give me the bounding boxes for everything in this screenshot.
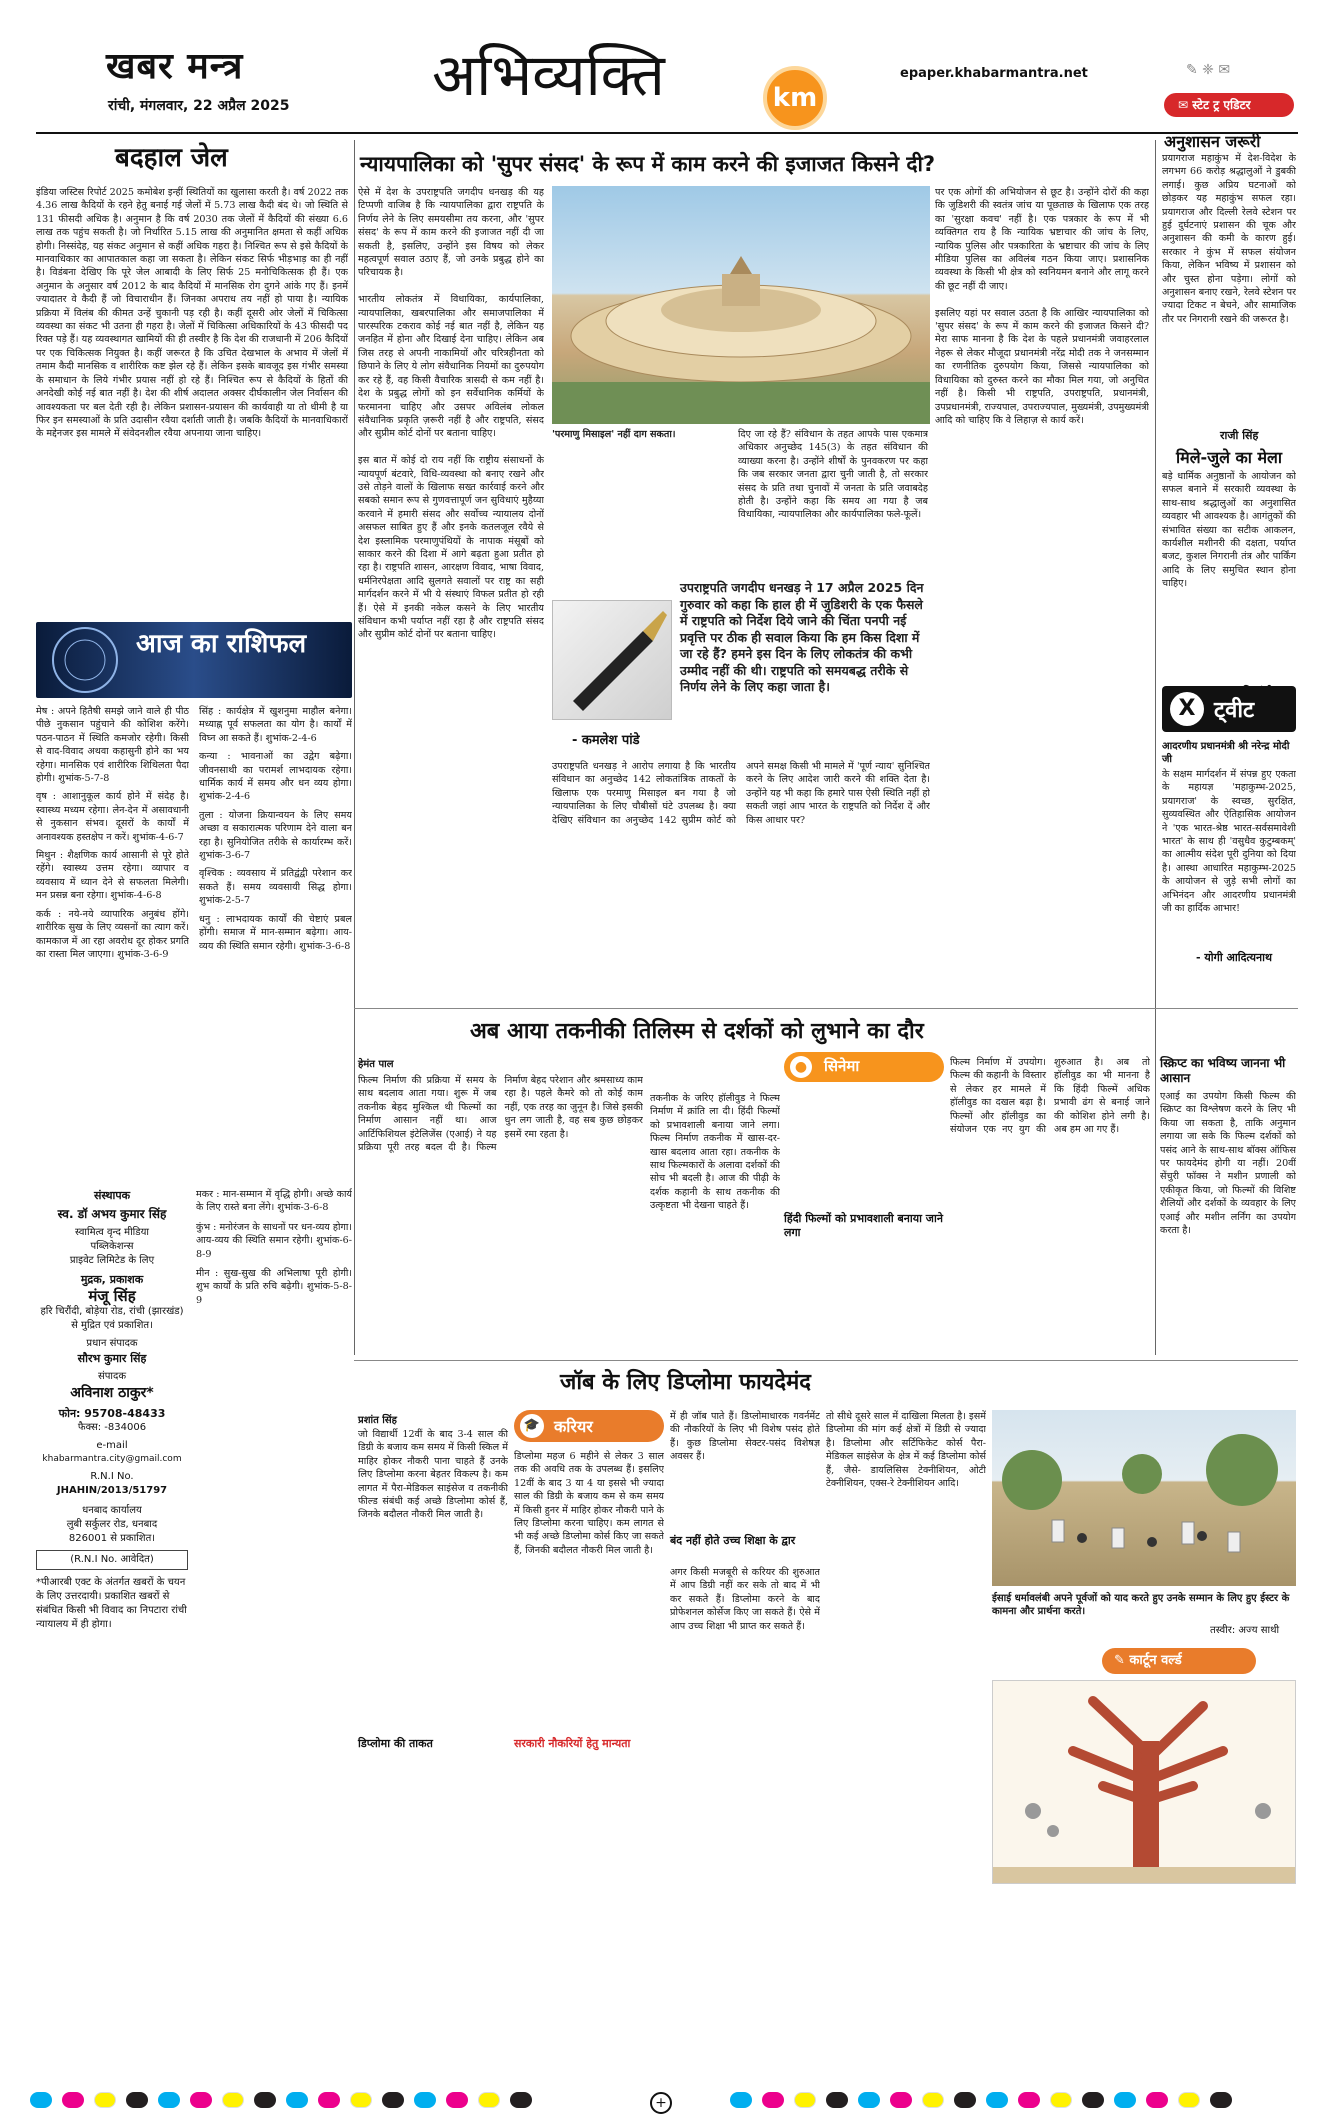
main-article-col2: दिए जा रहे हैं? संविधान के तहत आपके पास एकमात्र अधिकार अनुच्छेद 145(3) के तहत संविधान की व्याख्या करना है। उन्होंने शीर्षों के पुनवकरण पर कहा कि जब सरकार जनता द्वारा चुनी जाती है, तो सरकार संसद के प्रति तथा चुनावों में जनता के प्रति जवाबदेह होती है। उन्होंने कहा कि समय आ गया है जब विधायिका, न्यायपालिका और कार्यपालिका फले-फूलें। (738, 429, 928, 521)
career-body-1: जो विद्यार्थी 12वीं के बाद 3-4 साल की डिग्री के बजाय कम समय में किसी स्किल में माहिर होकर नौकरी पाना चाहते हैं उनके लिए डिप्लोमा करना बेहतर विकल्प है। कम लागत में पैरा-मेडिकल साइंसेज व तकनीकी फील्ड संबंधी कई अच्छे डिप्लोमा कोर्स हैं, जिनके बदौलत नौकरी मिल जाती है। (358, 1429, 508, 1521)
registration-dot (1018, 2092, 1040, 2108)
x-logo-icon: X (1170, 692, 1204, 726)
easter-photo (992, 1410, 1296, 1586)
registration-dot (254, 2092, 276, 2108)
rashifal-item: वृष : आशानुकूल कार्य होने में संदेह है। स्वास्थ्य मध्यम रहेगा। लेन-देन में असावधानी से नुकसान संभव। दूसरों के कार्यों में अनावश्यक हस्तक्षेप न करें। शुभांक-4-6-7 (36, 791, 189, 843)
rashifal-item: सिंह : कार्यक्षेत्र में खुशनुमा माहौल बनेगा। मध्याह्न पूर्व सफलता का योग है। कार्यों में विघ्न आ सकते हैं। शुभांक-2-4-6 (199, 706, 352, 744)
registration-dot (986, 2092, 1008, 2108)
registration-dot (1082, 2092, 1104, 2108)
imprint-line: धनबाद कार्यालय (82, 1505, 142, 1516)
main-article-col1: ऐसे में देश के उपराष्ट्रपति जगदीप धनखड़ की यह टिप्पणी वाजिब है कि न्यायपालिका द्वारा राष्ट्रपति के निर्णय लेने के लिए समयसीमा तय करना, और 'सुपर संसद' के रूप में काम करने की इजाजत नहीं दी जा सकती है, इसलिए, उन्होंने इस विषय को लेकर महत्वपूर्ण सवाल उठाए हैं, जो उनके प्रबुद्ध होने का परिचायक है। भारतीय लोकतंत्र में विधायिका, कार्यपालिका, न्यायपालिका, खबरपालिका और समाजपालिका में पारस्परिक टकराव कोई नई बात नहीं है, लेकिन यह जनहित में होना और दिखाई देना चाहिए। लेकिन अब जिस तरह से अपनी नाकामियों और चरित्रहीनता को छिपाने के लिए ये लोग संवैधानिक नियमों का दुरुपयोग कर रहे हैं, वह किसी वैचारिक त्रासदी से कम नहीं है। देश के प्रबुद्ध लोगों को इन सर्वेधानिक कर्मियों के फरमानना चाहिए और उसपर अविलंब लोकल संवैधानिक प्रकृति ज़रूरी नहीं है और राष्ट्रपति, संसद और सुप्रीम कोर्ट दोनों पर बताना चाहिए। इस बात में कोई दो राय नहीं कि राष्ट्रीय संसाधनों के न्यायपूर्ण बंटवारे, विधि-व्यवस्था को बनाए रखने और उसे तोड़ने वालों के खिलाफ सख्त कार्रवाई करने और सबको समान रूप से गुणवत्तापूर्ण जन सुविधाएं मुहैय्या करवाने में हमारी संसद और सर्वोच्च न्यायालय दोनों असफल साबित हुए हैं और इनके कतलजूल रवैये से देश इस्लामिक परमाणुपंथियों के नापाक मंसूबों को साकार करने की दिशा में आगे बढ़ता हुआ प्रतीत हो रहा है। राष्ट्रपति शासन, आरक्षण विवाद, भाषा विवाद, धर्मनिरपेक्षता आदि सुलगते सवालों पर राष्ट्र का सही मार्गदर्शन करने में भी ये संस्थाएं विफल प्रतीत हो रही हैं। ऐसे में इनकी नकेल कसने के लिए भारतीय संविधान कभी पर्याप्त नहीं रहा है और राष्ट्रपति संसद और सुप्रीम कोर्ट दोनों पर बताना चाहिए। (358, 187, 544, 641)
cartoon-image (992, 1680, 1296, 1884)
col-divider (354, 140, 355, 1355)
registration-dot (858, 2092, 880, 2108)
rashifal-item: मीन : सुख-सुख की अभिलाषा पूरी होगी। शुभ कार्यों के प्रति रुचि बढ़ेगी। शुभांक-5-8-9 (196, 1268, 352, 1306)
tweet-body: के सक्षम मार्गदर्शन में संपन्न हुए एकता के महायज्ञ 'महाकुम्भ-2025, प्रयागराज' के स्वच्छ, सुरक्षित, सुव्यवस्थित और ऐतिहासिक आयोजन ने 'एक भारत-श्रेष्ठ भारत-सर्वसमावेशी भारत' के साथ ही 'वसुधैव कुटुम्बकम्' का आत्मीय संदेश पूरी दुनिया को दिया है। आस्था आधारित महाकुम्भ-2025 के आयोजन से जुड़े सभी लोगों का अभिनंदन और आदरणीय प्रधानमंत्री जी का हार्दिक आभार! (1162, 769, 1296, 915)
rashifal-item: कुंभ : मनोरंजन के साधनों पर धन-व्यय होगा। आय-व्यय की स्थिति समान रहेगी। शुभांक-6-8-9 (196, 1221, 352, 1260)
career-body-5: तो सीधे दूसरे साल में दाखिला मिलता है। इसमें डिप्लोमा की मांग कई क्षेत्रों में डिग्री से ज्यादा है। डिप्लोमा और सर्टिफिकेट कोर्स पैरा-मेडिकल साइंसेज के क्षेत्र में कई डिप्लोमा कोर्स हैं, जैसे- डायलिसिस टेक्नीशियन, ओटी टेक्नीशियन, एक्स-रे टेक्नीशियन आदि। (826, 1411, 986, 1490)
career-subhead-3: बंद नहीं होते उच्च शिक्षा के द्वार (670, 1534, 796, 1547)
sidebar-body: प्रयागराज महाकुंभ में देश-विदेश के लगभग 66 करोड़ श्रद्धालुओं ने डुबकी लगाई। कुछ अप्रिय घटनाओं को छोड़कर यह महाकुंभ सफल रहा। प्रयागराज और दिल्ली रेलवे स्टेशन पर हुई दुर्घटनाएं प्रशासन की चूक और अनुशासन की कमी के कारण हुई। सरकार ने कुंभ में सफल संयोजन किया, लेकिन भविष्य में प्रशासन को और चुस्त होना पड़ेगा। लोगों को अनुशासन बनाए रखने, रेलवे स्टेशन पर ज्यादा टिकट न बेचने, और सामाजिक तौर पर निगरानी रखने की जरूरत है। (1162, 153, 1296, 325)
career-body-4: अगर किसी मजबूरी से करियर की शुरुआत में आप डिग्री नहीं कर सके तो बाद में भी कर सकते हैं। डिप्लोमा करने के बाद प्रोफेशनल कोर्सेज किए जा सकते हैं। ऐसे में आप उच्च शिक्षा भी प्राप्त कर सकते हैं। (670, 1567, 820, 1632)
registration-dot (1210, 2092, 1232, 2108)
parliament-illustration (552, 186, 930, 424)
epaper-url[interactable]: epaper.khabarmantra.net (900, 66, 1088, 81)
cinema-body-3: फिल्म निर्माण में उपयोग। फिल्म की कहानी के विस्तार से लेकर हर मामले में हॉलीवुड का दखल बढ़ा है। फिल्मों और हॉलीवुड का संयोजन एक नए युग की शुरुआत है। अब तो हॉलीवुड का भी मानना है कि हिंदी फिल्में अधिक प्रभावी ढंग से बनाई जाने की कोशिश होने लगी है। अब हम आ गए हैं। (950, 1057, 1150, 1136)
registration-dot (446, 2092, 468, 2108)
registration-dot (158, 2092, 180, 2108)
career-byline: प्रशांत सिंह (358, 1415, 397, 1426)
imprint-line: फैक्स: -834006 (77, 1422, 147, 1433)
registration-dot (1050, 2092, 1072, 2108)
page-title: अभिव्यक्ति (432, 41, 665, 109)
tree-cartoon-illustration (993, 1681, 1296, 1884)
sidebar-body-2: बड़े धार्मिक अनुष्ठानों के आयोजन को सफल बनाने में सरकारी व्यवस्था के साथ-साथ श्रद्धालुओं का अनुशासित व्यवहार भी आवश्यक है। आगंतुकों की संभावित संख्या का सटीक आकलन, कार्यशील मशीनरी की दक्षता, पर्याप्त बजट, कुशल निगरानी तंत्र और पार्किंग आदि के लिए समुचित स्थान होना चाहिए। (1162, 471, 1296, 590)
imprint-email[interactable]: khabarmantra.city@gmail.com (42, 1454, 182, 1464)
registration-dot (954, 2092, 976, 2108)
registration-dot (350, 2092, 372, 2108)
main-headline: न्यायपालिका को 'सुपर संसद' के रूप में काम करने की इजाजत किसने दी? (360, 152, 936, 176)
mail-icon: ✉ (1178, 98, 1193, 112)
col-divider (1155, 140, 1156, 1355)
rashifal-item: धनु : लाभदायक कार्यों की चेष्टाएं प्रबल होंगी। समाज में मान-सम्मान बढ़ेगा। आय-व्यय की स्थिति समान रहेगी। शुभांक-3-6-8 (199, 913, 352, 952)
registration-dot (890, 2092, 912, 2108)
rashifal-title: आज का राशिफल (136, 629, 307, 659)
imprint-line: संपादक (97, 1371, 127, 1382)
photo-caption: 'परमाणु मिसाइल' नहीं दाग सकता। (552, 429, 676, 440)
career-body-2: डिप्लोमा महज 6 महीने से लेकर 3 साल तक की अवधि तक के उपलब्ध हैं। इसलिए 12वीं के बाद 3 या 4 या इससे भी ज्यादा साल की डिग्री के बजाय कम से कम समय में किसी हुनर में माहिर होकर नौकरी पाने के लिए डिप्लोमा करना चाहिए। कम लागत से भी कई अच्छे डिप्लोमा कोर्स किए जा सकते हैं, जिनकी बदौलत नौकरी मिल जाती है। (514, 1451, 664, 1556)
career-subhead-1: डिप्लोमा की ताकत (358, 1737, 433, 1750)
registration-dot (826, 2092, 848, 2108)
imprint-line: फोन: 95708-48433 (58, 1407, 166, 1420)
editorial-body: इंडिया जस्टिस रिपोर्ट 2025 कमोबेश इन्हीं स्थितियों का खुलासा करती है। वर्ष 2022 तक 4.36 लाख कैदियों के रहने हेतु बनाई गई जेलों में 5.73 लाख कैदी बंद थे। जो स्थिति से 131 फीसदी अधिक है। अनुमान है कि वर्ष 2030 तक जेलों में कैदियों की संख्या 6.6 लाख तक पहुंच सकती है। जो निर्धारित 5.15 लाख की अनुमानित क्षमता से कहीं अधिक होगी। निस्संदेह, यह संकट अनुमान से कहीं अधिक गहरा है। निश्चित रूप से इसे कैदियों के मानवाधिकार का आपातकाल कहा जा सकता है। लेकिन संकट सिर्फ भीड़भाड़ का ही नहीं है। विडंबना देखिए कि पूरे जेल आबादी के लिए सिर्फ 25 मनोचिकित्सक ही हैं। एक अनुमान के अनुसार वर्ष 2012 के बाद कैदियों में मानसिक रोग दुगने आंके गए हैं। इनमें ज्यादातर वे कैदी हैं जो विचाराधीन हैं। जिनका अपराध तय नहीं हो पाया है। न्यायिक प्रक्रिया में विलंब की कीमत उन्हें चुकानी पड़ रही है। कहीं दूसरी ओर जेलों में चिकित्सा व्यवस्था का संकट भी उतना ही गहरा है। जेलों में चिकित्सा अधिकारियों के 43 फीसदी पद रिक्त पड़े हैं। यह व्यवस्थागत खामियों की ही तस्वीर है कि देश की राजधानी में 206 कैदियों पर एक चिकित्सक नियुक्त है। कहीं जरूरत है कि उचित देखभाल के अभाव में जेलों में तमाम कैदी मानसिक व शारीरिक कष्ट झेल रहे हैं। लेकिन इसके बावजूद इस गंभीर समस्या के समाधान के लिये गंभीर प्रयास नहीं हो रहे हैं। निश्चित रूप से कैदियों के हितों की अनदेखी कोई नई बात नहीं है। देश की शीर्ष अदालत अक्सर दीर्घकालीन जेल निर्वासन की आवश्यकता पर बल देती रही है। लेकिन प्रशासन-प्रयासन की कार्यवाही या तो धीमी है या फिर इन समस्याओं के प्रति उदासीन रवैया दर्शाती जाती है। जबकि कैदियों के मानवाधिकारों के मद्देनजर इस मामले में संवेदनशील रवैया अपनाया जाना चाहिए। (36, 187, 348, 440)
registration-dot (318, 2092, 340, 2108)
cinema-subhead-2: स्क्रिप्ट का भविष्य जानना भी आसान (1160, 1056, 1286, 1085)
imprint-founder: स्व. डॉ अभय कुमार सिंह (57, 1207, 167, 1221)
sidebar-heading-2: मिले-जुले का मेला (1176, 448, 1283, 467)
km-logo (763, 66, 827, 130)
rashifal-banner (36, 622, 352, 698)
career-body-3: में ही जॉब पाते हैं। डिप्लोमाधारक गवर्नमेंट की नौकरियों के लिए भी विशेष पसंद होते हैं। कुछ डिप्लोमा सेक्टर-पसंद विशेषज्ञ अवसर हैं। (670, 1411, 820, 1463)
cinema-headline: अब आया तकनीकी तिलिस्म से दर्शकों को लुभाने का दौर (470, 1019, 924, 1044)
registration-dot (510, 2092, 532, 2108)
state-editor-tag (1164, 93, 1294, 117)
imprint-line: मंजू सिंह (88, 1287, 136, 1305)
registration-dot (222, 2092, 244, 2108)
registration-dot (126, 2092, 148, 2108)
imprint-line: स्वामित्व वृन्द मीडिया (74, 1227, 150, 1238)
pencil-icon: ✎ (1114, 1653, 1130, 1668)
cinema-body-4: एआई का उपयोग किसी फिल्म की स्क्रिप्ट का विश्लेषण करने के लिए भी किया जा सकता है, ताकि अनुमान लगाया जा सके कि फिल्म दर्शकों को पसंद आने के साथ-साथ बॉक्स ऑफिस पर फायदेमंद होगी या नहीं। 20वीं सेंचुरी फॉक्स ने मशीन प्रणाली को एकीकृत किया, जो फिल्मों की विशिष्ट शैलियों और दर्शकों के व्यवहार के लिए एआई और मशीन लर्निंग का उपयोग करता है। (1160, 1091, 1296, 1237)
film-reel-icon: ● (790, 1056, 812, 1078)
imprint-line: JHAHIN/2013/51797 (56, 1485, 168, 1496)
imprint-line: अविनाश ठाकुर* (70, 1385, 154, 1401)
masthead (0, 0, 1324, 135)
parliament-photo (552, 186, 930, 424)
imprint-line: लुबी सर्कुलर रोड, धनबाद (66, 1519, 158, 1530)
rashifal-item: मकर : मान-सम्मान में वृद्धि होगी। अच्छे कार्य के लिए रास्ते बना लेंगे। शुभांक-3-6-8 (196, 1189, 352, 1214)
cinema-tag-label: सिनेमा (824, 1057, 860, 1075)
imprint-line: 826001 से प्रकाशित। (68, 1533, 156, 1544)
cinema-body-2: तकनीक के जरिए हॉलीवुड ने फिल्म निर्माण में क्रांति ला दी। हिंदी फिल्मों को प्रभावशाली बनाया जाने लगा। फिल्म निर्माण तकनीक में खास-दर-खास बदलाव आता रहा। तकनीक के साथ फिल्मकारों के अलावा दर्शकों की सोच भी बदली है। आज की पीढ़ी के दर्शक कहानी के साथ तकनीक की उत्कृष्टता भी देखना चाहते हैं। (650, 1093, 780, 1212)
graduation-cap-icon: 🎓 (520, 1414, 544, 1438)
cartoon-tag-label: कार्टून वर्ल्ड (1129, 1653, 1182, 1668)
rashifal-list-lower (196, 1188, 352, 1888)
imprint-disclaimer: *पीआरबी एक्ट के अंतर्गत खबरों के चयन के लिए उत्तरदायी। प्रकाशित खबरों से संबंधित किसी भी विवाद का निपटारा रांची न्यायालय में ही होगा। (36, 1577, 187, 1630)
rashifal-item: मेष : अपने हितैषी समझे जाने वाले ही पीठ पीछे नुकसान पहुंचाने की कोशिश करेंगे। पठन-पाठन में स्थिति कमजोर रहेगी। किसी से वाद-विवाद अथवा कहासुनी होने का भय रहेगा। मानसिक एवं शारीरिक शिथिलता पैदा होगी। शुभांक-5-7-8 (36, 706, 189, 785)
registration-dot (62, 2092, 84, 2108)
photo-caption: ईसाई धर्मावलंबी अपने पूर्वजों को याद करते हुए उनके सम्मान के लिए हुए ईस्टर के कामना और प्रार्थना करते। (992, 1593, 1290, 1617)
rashifal-item: तुला : योजना क्रियान्वयन के लिए समय अच्छा व सकारात्मक परिणाम देने वाला बन रहा है। सुनियोजित तरीके से कार्यारम्भ करें। शुभांक-3-6-7 (199, 809, 352, 862)
registration-dot (794, 2092, 816, 2108)
cinema-subhead: हिंदी फिल्मों को प्रभावशाली बनाया जाने लगा (784, 1212, 943, 1239)
imprint-line: e-mail (96, 1440, 128, 1451)
imprint-line: प्राइवेट लिमिटेड के लिए (69, 1255, 155, 1266)
section-rule (354, 1360, 1298, 1361)
registration-dot (1114, 2092, 1136, 2108)
imprint-box (36, 1188, 188, 1888)
zodiac-wheel-icon (40, 622, 130, 698)
pull-quote-text: उपराष्ट्रपति जगदीप धनखड़ ने 17 अप्रैल 2025 दिन गुरुवार को कहा कि हाल ही में जुडिशरी के एक फैसले में राष्ट्रपति को निर्देश दिये जाने की चिंता पनपी नई प्रवृत्ति पर ठीक ही सवाल किया कि हम किस दिशा में जा रहे हैं? हमने इस दिन के लिए लोकतंत्र की कभी उम्मीद नहीं की थी। राष्ट्रपति को समयबद्ध तरीके से निर्णय लेने के लिए कहा जाता है। (680, 580, 924, 694)
career-headline: जॉब के लिए डिप्लोमा फायदेमंद (560, 1370, 811, 1395)
registration-dot (190, 2092, 212, 2108)
editorial-heading: बदहाल जेल (115, 143, 228, 173)
imprint-line: मुद्रक, प्रकाशक (80, 1273, 144, 1286)
color-registration-bar (30, 2092, 1294, 2114)
imprint-line: हरि चिरौंदी, बोड़ेया रोड, रांची (झारखंड) से मुद्रित एवं प्रकाशित। (40, 1306, 184, 1331)
registration-dot (1178, 2092, 1200, 2108)
fountain-pen-icon (553, 601, 673, 721)
section-rule (354, 1008, 1298, 1009)
author-name: - कमलेश पांडे (572, 733, 640, 748)
color-dots-left (30, 2092, 542, 2112)
registration-dot (94, 2092, 116, 2108)
pull-quote-box (552, 580, 930, 750)
registration-dot (414, 2092, 436, 2108)
main-article-col3: पर एक ओगों की अभियोजन से छूट है। उन्होंने दोरों की कहा कि जुडिशरी की स्वतंत्र जांच या पूछताछ के खिलाफ एक तरह का 'सुरक्षा कवच' नहीं है। एक पत्रकार के रूप में भी व्यक्तिगत राय है कि न्यायिक भ्रष्टाचार की जांच के लिए, न्यायिक पुलिस और पत्रकारिता के भ्रष्टाचार की जांच के लिए मीडिया पुलिस का अविलंब गठन किया जाए। प्रशासनिक व्यवस्था के किसी भी क्षेत्र को स्वनियमन बनाने और लागू करने की छूट नहीं दी जाए। इसलिए यहां पर सवाल उठता है कि आखिर न्यायपालिका को 'सुपर संसद' के रूप में काम करने की इजाजत किसने दी? मेरा साफ मानना है कि देश के पहले प्रधानमंत्री जवाहरलाल नेहरू से लेकर मौजूदा प्रधानमंत्री नरेंद्र मोदी तक ने जनसम्मान का रणनीतिक दुरुपयोग किया, जिससे न्यायपालिका को विधायिका को दुरुस्त करने का मौका मिल गया, जो अनुचित नहीं है। किसी भी राष्ट्रपति, उपराष्ट्रपति, प्रधानमंत्री, उपप्रधानमंत्री, राज्यपाल, उपराज्यपाल, मुख्यमंत्री, उपमुख्यमंत्री आदि को चाहिए कि वे लिहाज़ से कार्य करें। (935, 187, 1149, 426)
rashifal-item: कर्क : नये-नये व्यापारिक अनुबंध होंगे। शारीरिक सुख के लिए व्यसनों का त्याग करें। कामकाज में आ रहा अवरोध दूर होकर प्रगति का रास्ता मिल जाएगा। शुभांक-3-6-9 (36, 908, 189, 960)
decorative-icons: ✎ ❈ ✉ (1186, 62, 1231, 78)
dateline: रांची, मंगलवार, 22 अप्रैल 2025 (108, 98, 290, 114)
pen-photo (552, 600, 672, 720)
imprint-line: R.N.I No. (90, 1471, 134, 1482)
cartoon-tag (1102, 1648, 1256, 1674)
main-article-lower: उपराष्ट्रपति धनखड़ ने आरोप लगाया है कि भारतीय संविधान का अनुच्छेद 142 लोकतांत्रिक ताकतों के खिलाफ एक परमाणु मिसाइल बन गया है जो न्यायपालिका के लिए चौबीसों घंटे उपलब्ध है। क्या देखिए संविधान का अनुच्छेद 142 सुप्रीम कोर्ट को अपने समक्ष किसी भी मामले में 'पूर्ण न्याय' सुनिश्चित करने के लिए आदेश जारी करने की शक्ति देता है। उन्होंने यह भी कहा कि हमारे पास ऐसी स्थिति नहीं हो सकती जहां आप भारत के राष्ट्रपति को निर्देश दें और किस आधार पर? (552, 761, 930, 826)
career-tag-label: करियर (554, 1417, 593, 1436)
career-tag (514, 1410, 664, 1442)
tweet-label: ट्वीट (1214, 698, 1255, 723)
imprint-line: प्रधान संपादक (86, 1338, 138, 1349)
registration-dot (922, 2092, 944, 2108)
sidebar-author: राजी सिंह (1220, 429, 1259, 442)
registration-dot (286, 2092, 308, 2108)
imprint-line: (R.N.I No. आवेदित) (36, 1550, 188, 1570)
imprint-line: सौरभ कुमार सिंह (77, 1352, 147, 1365)
rashifal-item: मिथुन : शैक्षणिक कार्य आसानी से पूरे होते रहेंगे। स्वास्थ्य उत्तम रहेगा। व्यापार व व्यवसाय में ध्यान देने से सफलता मिलेगी। मन प्रसन्न बना रहेगा। शुभांक-4-6-8 (36, 850, 189, 902)
logo-letter: km (772, 83, 818, 113)
photo-credit: तस्वीर: अज्य साथी (1210, 1625, 1280, 1636)
imprint-label: संस्थापक (93, 1189, 131, 1202)
registration-dot (30, 2092, 52, 2108)
cemetery-illustration (992, 1410, 1296, 1586)
rashifal-item: वृश्चिक : व्यवसाय में प्रतिद्वंद्वी परेशान कर सकते हैं। समय व्यवसायी सिद्ध होगा। शुभांक-2-5-7 (199, 868, 352, 907)
tweet-author: - योगी आदित्यनाथ (1196, 951, 1272, 964)
crosshair-icon: + (650, 2092, 672, 2114)
color-dots-right (730, 2092, 1242, 2112)
registration-dot (730, 2092, 752, 2108)
paper-name: खबर मन्त्र (106, 46, 244, 87)
sidebar-heading: अनुशासन जरूरी (1164, 132, 1261, 151)
tweet-banner (1162, 686, 1296, 732)
tweet-heading: आदरणीय प्रधानमंत्री श्री नरेन्द्र मोदी जी (1162, 741, 1290, 765)
registration-dot (762, 2092, 784, 2108)
registration-dot (382, 2092, 404, 2108)
career-subhead-2: सरकारी नौकरियों हेतु मान्यता (514, 1737, 631, 1750)
masthead-rule (36, 132, 1298, 134)
state-editor-label: स्टेट ट्र एडिटर (1192, 98, 1251, 112)
rashifal-list (36, 705, 352, 1180)
cinema-tag (784, 1052, 944, 1082)
cinema-byline: हेमंत पाल (358, 1059, 394, 1070)
registration-dot (1146, 2092, 1168, 2108)
registration-dot (478, 2092, 500, 2108)
cinema-body-1: फिल्म निर्माण की प्रक्रिया में समय के साथ बदलाव आता गया। शुरू में जब तकनीक बेहद मुश्किल थी फिल्मों का निर्माण आसान नहीं था। आज आर्टिफिशियल इंटेलिजेंस (एआई) ने यह प्रक्रिया पूरी तरह बदल दी है। फिल्म निर्माण बेहद परेशान और श्रमसाध्य काम रहा है। पहले कैमरे को तो कोई काम नहीं, एक तरह का जुनून है। जिसे इसकी धुन लग जाती है, वह सब कुछ छोड़कर इसमें रमा रहता है। (358, 1075, 643, 1154)
imprint-line: पब्लिकेशन्स (90, 1241, 134, 1252)
rashifal-item: कन्या : भावनाओं का उद्वेग बढ़ेगा। जीवनसाथी का परामर्श लाभदायक रहेगा। धार्मिक कार्य में समय और धन व्यय होगा। शुभांक-2-4-6 (199, 751, 352, 803)
